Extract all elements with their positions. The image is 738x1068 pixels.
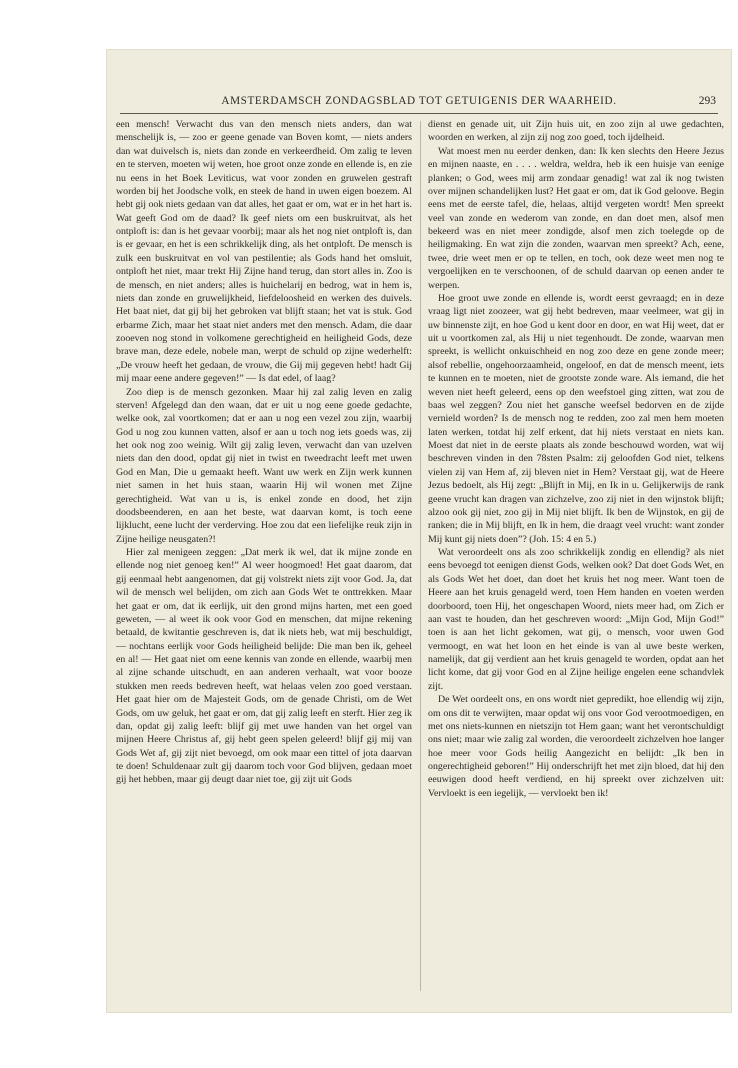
paragraph: Hier zal menigeen zeggen: „Dat merk ik wel, dat ik mijne zonde en ellende nog niet genoeg ken!” Al weer hoogmoed! Het gaat daarom, dat gij eenmaal hebt aangenomen, dat gij volstrekt niets zijt voor God. Ja, dat wil de mensch wel belijden, om zich aan Gods Wet te onttrekken. Maar het gaat er om, dat ik eerlijk, uit den grond mijns harten, met een goed geweten, — al weet ik ook voor God en menschen, dat mijne rekening betaald, de kwitantie geschreven is, dat ik niets heb, wat mij beschuldigt, — nochtans eerlijk voor Gods heiligheid belijde: Die man ben ik, geheel en al! — Het gaat niet om eene kennis van zonde en ellende, waarbij men al zijne schande uitschudt, en aan anderen verhaalt, wat voor booze stukken men reeds bedreven heeft, wat helaas velen zoo goed verstaan. Het gaat hier om de Majesteit Gods, om de genade Christi, om de Wet Gods, om uw geluk, het gaat er om, dat gij zalig leeft en sterft. Hier zeg ik dan, opdat gij zalig leeft: blijf gij met uwe handen van het orgel van mijnen Heere Christus af, gij hebt geen spelen geleerd! blijf gij mij van Gods Wet af, gij zijt niet bevoegd, om ook maar een tittel of jota daarvan te doen! Schuldenaar zult gij daarom toch voor God blijven, gedaan moet gij het hebben, maar gij deugt daar niet toe, gij zijt uit Gods [116, 547, 412, 786]
page-number: 293 [698, 95, 716, 107]
column-divider [420, 121, 421, 991]
newspaper-page [106, 49, 732, 1013]
left-column [116, 118, 412, 994]
paragraph: een mensch! Verwacht dus van den mensch niets anders, dan wat menschelijk is, — zoo er geene genade van Boven komt, — niets anders dan wat duivelsch is, niets dan zonde en verkeerdheid. Om zalig te leven en te sterven, moeten wij weten, hoe groot onze zonde en ellende is, en zie nu eens in het Boek Leviticus, wat voor zonden en gruwelen gestraft worden bij het Joodsche volk, en steek de hand in uwen eigen boezem. Al hebt gij ook niets gedaan van dat alles, het gaat er om, wat er in het hart is. Wat geeft God om de daad? Ik geef niets om een buskruitvat, als het ontploft is: dan is het gevaar voorbij; maar als het nog niet ontploft is, dan is er gevaar, en het is een schrikkelijk ding, als het ontploft. De mensch is zulk een buskruitvat en vol van pestilentie; als Gods hand het omsluit, ontploft het niet, maar trekt Hij Zijne hand terug, dan stort alles in. Zoo is de mensch, en niet anders; alles is huichelarij en bedrog, wat in hem is, niets dan zonde en gruwelijkheid, liefdeloosheid en werken des duivels. Het baat niet, dat gij bij het gebroken vat blijft staan; het vat is stuk. God erbarme Zich, maar het staat niet anders met den mensch. Adam, die daar zooeven nog stond in volkomene gerechtigheid en heiligheid Gods, deze brave man, deze edele, nobele man, werpt de schuld op zijne wederhelft: „De vrouw heeft het gedaan, de vrouw, die Gij mij gegeven hebt! hadt Gij mij maar eene andere gegeven!” — Is dat edel, of laag? [116, 119, 412, 385]
paragraph: De Wet oordeelt ons, en ons wordt niet gepredikt, hoe ellendig wij zijn, om ons dit te verwijten, maar opdat wij ons voor God verootmoedigen, en met ons niets-kunnen en nietszijn tot Hem gaan; want het verontschuldigt ons niet; maar wie zalig zal worden, die veroordeelt zichzelven hoe langer hoe meer voor Gods heilig Aangezicht en belijdt: „Ik ben in ongerechtigheid geboren!” Hij onderschrijft het met zijn bloed, dat hij den eeuwigen dood heeft verdiend, en hij spreekt over zichzelven uit: Vervloekt is een iegelijk, — vervloekt ben ik! [428, 694, 724, 799]
paragraph: Wat veroordeelt ons als zoo schrikkelijk zondig en ellendig? als niet eens bevoegd tot eenigen dienst Gods, welken ook? Dat doet Gods Wet, en als Gods Wet het doet, dan doet het kruis het nog meer. Want toen de Heere aan het kruis genageld werd, toen Hem handen en voeten werden doorboord, toen Hij, het ongeschapen Woord, niets meer had, om Zich er aan vast te houden, dan het geschreven woord: „Mijn God, Mijn God!” toen is aan het licht gekomen, wat gij, o mensch, voor uwen God vermoogt, en wat het loon en het einde is van al uwe beste werken, namelijk, dat gij verdient aan het kruis genageld te worden, opdat aan het licht kome, dat gij voor God en al Zijne heilige engelen eene schandvlek zijt. [428, 547, 724, 692]
header-rule [120, 113, 718, 114]
paragraph: Zoo diep is de mensch gezonken. Maar hij zal zalig leven en zalig sterven! Afgelegd dan den waan, dat er uit u nog eene goede gedachte, welke ook, zal voortkomen; dat er aan u nog een vezel zou zijn, waarbij God u nog zou kunnen vatten, alsof er aan u toch nog iets goeds was, zij het ook nog zoo weinig. Wilt gij zalig leven, verwacht dan van uzelven niets dan den dood, opdat gij niet in twist en tweedracht leeft met uwen God en Man, Die u gemaakt heeft. Want uw werk en Zijn werk kunnen niet samen in het huis staan, waarin Hij wil wonen met Zijne gerechtigheid. Wat van u is, is enkel zonde en dood, het zijn doodsbeenderen, en aan het beste, wat daarvan komt, is toch eene lijklucht, eene lucht der verderving. Hoe zou dat een liefelijke reuk zijn in Zijne heilige neusgaten?! [116, 386, 412, 545]
running-title: AMSTERDAMSCH ZONDAGSBLAD TOT GETUIGENIS DER WAARHEID. [221, 95, 617, 107]
paragraph: dienst en genade uit, uit Zijn huis uit, en zoo zijn al uwe gedachten, woorden en werken, al zijn zij nog zoo goed, toch ijdelheid. [428, 119, 724, 144]
right-column [428, 118, 724, 994]
paragraph: Wat moest men nu eerder denken, dan: Ik ken slechts den Heere Jezus en mijnen naaste, en . . . . weldra, weldra, heb ik een huisje van eenige planken; o God, wees mij arm zondaar genadig! wat zal ik nog twisten over mijnen schandelijken lust? Het gaat er om, dat ik God geloove. Begin eens met de eerste tafel, die, helaas, altijd vergeten wordt! Men spreekt veel van zonde en wederom van zonde, en dan doet men, alsof men bekeerd was en niet meer zondigde, alsof men zich toelegde op de heiligmaking. En wat zijn die zonden, waarvan men spreekt? Ach, eene, twee, drie weet men er op te tellen, en toch, ook deze weet men nog te vergoelijken en te verschoonen, of de schuld daarvan op eenen ander te werpen. [428, 145, 724, 291]
paragraph: Hoe groot uwe zonde en ellende is, wordt eerst gevraagd; en in deze vraag ligt niet zoozeer, wat gij hebt bedreven, maar veelmeer, wat gij in uw binnenste zijt, en hoe God u kent door en door, en wat Hij weet, dat er uit u voortkomen zal, als Hij u niet tegenhoudt. De zonde, waarvan men spreekt, is wellicht onkuischheid en nog zoo deze en gene zonde meer; alsof rebellie, ongehoorzaamheid, ongeloof, en dat de mensch meent, iets te kunnen en te moeten, niet de grootste zonde ware. Als iemand, die het weven niet heeft geleerd, eens op den weefstoel ging zitten, wat zou de baas wel zeggen? Zou niet het gansche weefsel bedorven en de zijde vernield worden? Is de mensch nog te redden, zoo zal men hem moeten laten werken, totdat hij zelf erkent, dat hij niets verstaat en niets kan. Moest dat niet in de eerste plaats als zonde beschouwd worden, wat wij beschreven vinden in den 78sten Psalm: zij geloofden God niet, telkens vielen zij van Hem af, zij bleven niet in Hem? Verstaat gij, wat de Heere Jezus bedoelt, als Hij zegt: „Blijft in Mij, en Ik in u. Gelijkerwijs de rank geene vrucht kan dragen van zichzelve, zoo zij niet in den wijnstok blijft; alzoo ook gij niet, zoo gij in Mij niet blijft. Ik ben de Wijnstok, en gij de ranken; die in Mij blijft, en Ik in hem, die draagt veel vrucht: want zonder Mij kunt gij niets doen”? (Joh. 15: 4 en 5.) [428, 292, 724, 545]
